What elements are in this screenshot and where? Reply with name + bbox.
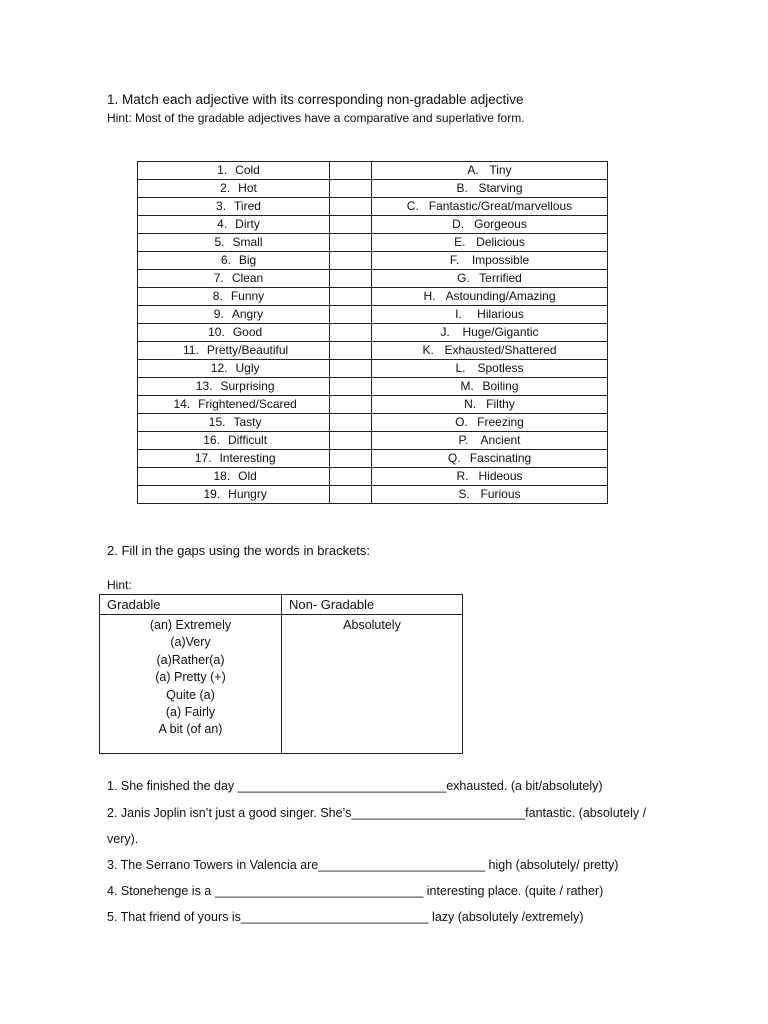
gradable-adjective-cell	[138, 234, 330, 252]
item-letter: I.	[455, 307, 462, 321]
item-number: 5.	[214, 235, 225, 249]
item-letter: C.	[406, 199, 419, 213]
answer-cell[interactable]	[330, 396, 372, 414]
answer-cell[interactable]	[330, 342, 372, 360]
item-number: 2.	[220, 181, 231, 195]
item-number: 10.	[208, 325, 225, 339]
item-number: 16.	[203, 433, 220, 447]
table-row	[138, 270, 608, 288]
non-gradable-adjective-cell	[372, 468, 608, 486]
non-gradable-adjective-cell	[372, 360, 608, 378]
sentence-4: 4. Stonehenge is a ______________________________ interesting place. (quite / rather)	[107, 884, 604, 898]
non-gradable-header: Non- Gradable	[282, 595, 463, 615]
non-gradable-adjective-cell	[372, 432, 608, 450]
item-number: 12.	[210, 361, 228, 375]
non-gradable-adjective: Fantastic/Great/marvellous	[428, 199, 573, 213]
non-gradable-adjective: Impossible	[471, 253, 530, 267]
item-letter: Q.	[447, 451, 461, 465]
answer-cell[interactable]	[330, 252, 372, 270]
non-gradable-adjective-cell	[372, 180, 608, 198]
gradable-header: Gradable	[100, 595, 282, 615]
gradable-adjective: Frightened/Scared	[198, 397, 297, 411]
gradable-adjective-cell	[138, 450, 330, 468]
answer-cell[interactable]	[330, 216, 372, 234]
item-number: 9.	[213, 307, 224, 321]
table-row	[138, 162, 608, 180]
item-number: 4.	[217, 217, 228, 231]
gradable-adjective-cell	[138, 486, 330, 504]
gradable-adjective: Big	[238, 253, 257, 267]
non-gradable-adjective: Hideous	[478, 469, 523, 483]
gradable-adjective-cell	[138, 198, 330, 216]
non-gradable-adjective-cell	[372, 288, 608, 306]
table-row	[138, 252, 608, 270]
exercise-2-hint: Hint:	[107, 578, 132, 592]
item-letter: R.	[456, 469, 469, 483]
gradable-adjective-cell	[138, 180, 330, 198]
table-row	[138, 216, 608, 234]
gradable-adjective: Hot	[238, 181, 257, 195]
gradable-adjective: Tired	[234, 199, 261, 213]
exercise-1-hint: Hint: Most of the gradable adjectives have a comparative and superlative form.	[107, 111, 525, 125]
non-gradable-adjective: Starving	[478, 181, 523, 195]
item-number: 6.	[220, 253, 231, 267]
item-number: 11.	[183, 343, 199, 357]
non-gradable-adjective-cell	[372, 450, 608, 468]
answer-cell[interactable]	[330, 378, 372, 396]
exercise-1-title: 1. Match each adjective with its corresponding non-gradable adjective	[107, 92, 524, 107]
item-letter: L.	[455, 361, 466, 375]
item-letter: J.	[440, 325, 450, 339]
gradable-adjective-cell	[138, 270, 330, 288]
answer-cell[interactable]	[330, 360, 372, 378]
item-letter: O.	[455, 415, 468, 429]
non-gradable-adjective: Spotless	[477, 361, 524, 375]
non-gradable-adjective-cell	[372, 198, 608, 216]
answer-cell[interactable]	[330, 162, 372, 180]
answer-cell[interactable]	[330, 270, 372, 288]
gradable-adjective-cell	[138, 162, 330, 180]
non-gradable-adjective: Delicious	[476, 235, 525, 249]
answer-cell[interactable]	[330, 414, 372, 432]
non-gradable-adjective-cell	[372, 378, 608, 396]
table-row	[138, 378, 608, 396]
table-row	[138, 396, 608, 414]
item-letter: N.	[464, 397, 477, 411]
exercise-2-title: 2. Fill in the gaps using the words in brackets:	[107, 543, 371, 558]
table-row	[138, 450, 608, 468]
gradable-word: (a)Very	[170, 635, 211, 650]
non-gradable-adjective-cell	[372, 414, 608, 432]
gradable-adjective-cell	[138, 306, 330, 324]
non-gradable-adjective-cell	[372, 216, 608, 234]
item-letter: D.	[452, 217, 465, 231]
table-row	[138, 198, 608, 216]
answer-cell[interactable]	[330, 306, 372, 324]
gradable-word: (a) Fairly	[165, 705, 216, 720]
item-letter: K.	[422, 343, 434, 357]
non-gradable-adjective: Ancient	[480, 433, 521, 447]
non-gradable-adjective-cell	[372, 162, 608, 180]
gradable-adjective-cell	[138, 324, 330, 342]
answer-cell[interactable]	[330, 486, 372, 504]
answer-cell[interactable]	[330, 450, 372, 468]
gradable-adjective: Ugly	[235, 361, 260, 375]
non-gradable-cell	[282, 615, 463, 754]
non-gradable-adjective-cell	[372, 486, 608, 504]
item-number: 13.	[195, 379, 213, 393]
table-row	[138, 432, 608, 450]
item-letter: S.	[458, 487, 470, 501]
item-letter: F.	[449, 253, 460, 267]
table-row	[138, 486, 608, 504]
answer-cell[interactable]	[330, 468, 372, 486]
table-row	[138, 306, 608, 324]
sentence-5: 5. That friend of yours is___________________________ lazy (absolutely /extremely)	[107, 910, 584, 924]
gradable-adjective-cell	[138, 468, 330, 486]
non-gradable-adjective-cell	[372, 396, 608, 414]
gradable-adjective: Tasty	[233, 415, 262, 429]
gradable-adjective-cell	[138, 432, 330, 450]
gradable-adjective-cell	[138, 342, 330, 360]
gradable-adjective-cell	[138, 414, 330, 432]
non-gradable-adjective: Terrified	[479, 271, 522, 285]
gradable-adjective: Old	[238, 469, 257, 483]
gradable-adjective: Interesting	[219, 451, 276, 465]
non-gradable-adjective: Fascinating	[469, 451, 532, 465]
item-letter: G.	[457, 271, 470, 285]
gradable-word: (an) Extremely	[149, 618, 232, 632]
non-gradable-adjective: Filthy	[486, 397, 515, 411]
table-row	[138, 234, 608, 252]
sentence-2-continued: very).	[107, 832, 139, 846]
gradable-adjective: Angry	[231, 307, 264, 321]
gradable-adjective: Cold	[235, 163, 260, 177]
non-gradable-adjective: Tiny	[489, 163, 512, 177]
non-gradable-adjective-cell	[372, 234, 608, 252]
gradable-adjective-cell	[138, 252, 330, 270]
non-gradable-adjective-cell	[372, 252, 608, 270]
gradable-table	[99, 594, 463, 754]
non-gradable-adjective: Hilarious	[477, 307, 524, 321]
gradable-word: A bit (of an)	[158, 722, 223, 737]
non-gradable-adjective: Astounding/Amazing	[445, 289, 556, 303]
gradable-adjective: Pretty/Beautiful	[206, 343, 289, 357]
item-letter: M.	[460, 379, 474, 393]
sentence-1: 1. She finished the day ______________________________exhausted. (a bit/absolutely)	[107, 779, 603, 793]
table-row	[138, 324, 608, 342]
item-number: 17.	[194, 451, 212, 465]
gradable-adjective-cell	[138, 378, 330, 396]
non-gradable-word: Absolutely	[343, 618, 401, 632]
gradable-adjective: Hungry	[228, 487, 267, 501]
non-gradable-adjective-cell	[372, 324, 608, 342]
matching-table	[137, 161, 608, 504]
item-letter: H.	[423, 289, 436, 303]
gradable-adjective-cell	[138, 216, 330, 234]
item-letter: E.	[454, 235, 466, 249]
gradable-cell	[100, 615, 282, 754]
answer-cell[interactable]	[330, 324, 372, 342]
answer-cell[interactable]	[330, 288, 372, 306]
item-number: 1.	[217, 163, 228, 177]
gradable-adjective: Dirty	[235, 217, 260, 231]
table-row	[138, 414, 608, 432]
gradable-adjective-cell	[138, 360, 330, 378]
item-number: 19.	[203, 487, 221, 501]
gradable-word: (a) Pretty (+)	[155, 670, 226, 685]
gradable-adjective: Surprising	[220, 379, 275, 393]
non-gradable-adjective-cell	[372, 306, 608, 324]
gradable-adjective: Small	[232, 235, 263, 249]
non-gradable-adjective: Gorgeous	[474, 217, 527, 231]
non-gradable-adjective: Freezing	[477, 415, 524, 429]
answer-cell[interactable]	[330, 234, 372, 252]
non-gradable-adjective: Exhausted/Shattered	[444, 343, 557, 357]
table-row	[138, 288, 608, 306]
gradable-word: Quite (a)	[166, 687, 215, 702]
non-gradable-adjective-cell	[372, 270, 608, 288]
sentence-2: 2. Janis Joplin isn’t just a good singer. She’s_________________________fantastic. (absolutely /	[107, 806, 647, 820]
item-number: 8.	[212, 289, 223, 303]
gradable-adjective: Difficult	[227, 433, 268, 447]
answer-cell[interactable]	[330, 432, 372, 450]
table-row	[138, 342, 608, 360]
sentence-3: 3. The Serrano Towers in Valencia are________________________ high (absolutely/ pretty)	[107, 858, 619, 872]
item-number: 7.	[213, 271, 224, 285]
item-number: 18.	[213, 469, 231, 483]
gradable-adjective: Funny	[230, 289, 265, 303]
gradable-word: (a)Rather(a)	[156, 652, 225, 667]
item-number: 14.	[173, 397, 191, 411]
table-row	[138, 360, 608, 378]
gradable-adjective-cell	[138, 396, 330, 414]
item-letter: P.	[458, 433, 469, 447]
gradable-adjective-cell	[138, 288, 330, 306]
non-gradable-adjective-cell	[372, 342, 608, 360]
answer-cell[interactable]	[330, 180, 372, 198]
table-row	[138, 180, 608, 198]
item-number: 3.	[216, 199, 227, 213]
non-gradable-adjective: Furious	[480, 487, 521, 501]
table-row	[138, 468, 608, 486]
item-number: 15.	[208, 415, 226, 429]
item-letter: A.	[467, 163, 479, 177]
non-gradable-adjective: Boiling	[482, 379, 519, 393]
non-gradable-adjective: Huge/Gigantic	[462, 325, 539, 339]
gradable-adjective: Good	[232, 325, 263, 339]
answer-cell[interactable]	[330, 198, 372, 216]
item-letter: B.	[456, 181, 468, 195]
gradable-adjective: Clean	[231, 271, 264, 285]
